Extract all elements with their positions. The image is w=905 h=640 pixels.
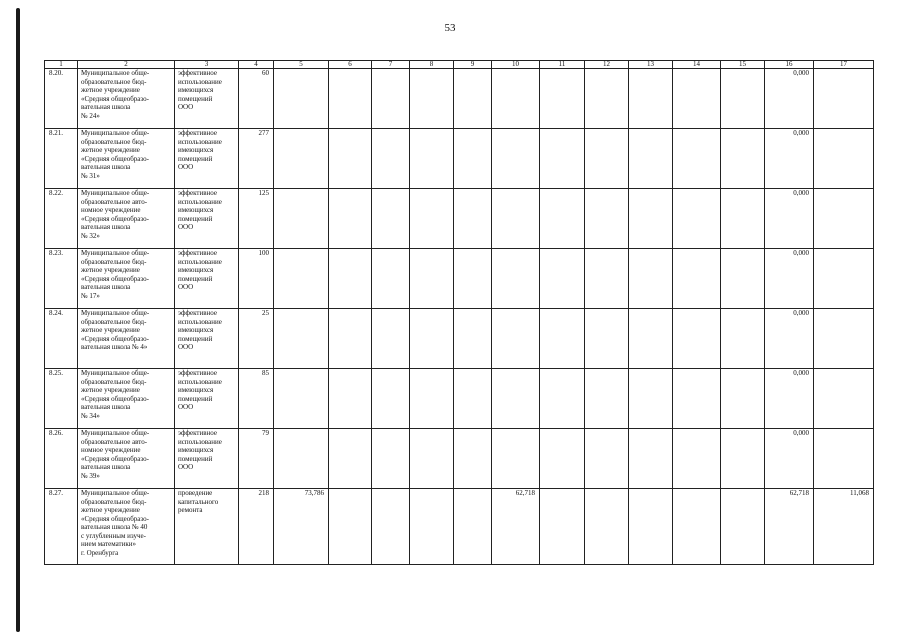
- cell-num: 8.22.: [45, 189, 78, 249]
- cell-name: Муниципальное обще- образовательное бюд- жетное учреждение «Средняя общеобразо- вательная школа № 4»: [78, 309, 175, 369]
- cell-c16: 0,000: [765, 309, 814, 369]
- cell-empty: [454, 369, 492, 429]
- cell-kind: эффективное использование имеющихся помещений ООО: [175, 189, 239, 249]
- cell-name: Муниципальное обще- образовательное авто- номное учреждение «Средняя общеобразо- вательная школа № 39»: [78, 429, 175, 489]
- cell-kind: эффективное использование имеющихся помещений ООО: [175, 369, 239, 429]
- cell-c5: [274, 129, 329, 189]
- column-header: 5: [274, 61, 329, 69]
- cell-empty: [629, 369, 673, 429]
- cell-c16: 0,000: [765, 69, 814, 129]
- column-header: 17: [814, 61, 874, 69]
- cell-empty: [673, 489, 721, 565]
- cell-kind: эффективное использование имеющихся помещений ООО: [175, 129, 239, 189]
- cell-c17: [814, 189, 874, 249]
- cell-empty: [585, 189, 629, 249]
- cell-empty: [673, 249, 721, 309]
- cell-empty: [540, 189, 585, 249]
- cell-c5: 73,786: [274, 489, 329, 565]
- cell-c4: 85: [239, 369, 274, 429]
- cell-empty: [721, 129, 765, 189]
- cell-c17: [814, 129, 874, 189]
- cell-empty: [585, 129, 629, 189]
- cell-kind: проведение капитального ремонта: [175, 489, 239, 565]
- cell-c5: [274, 249, 329, 309]
- cell-empty: [629, 429, 673, 489]
- cell-c17: [814, 369, 874, 429]
- column-header: 6: [329, 61, 372, 69]
- cell-empty: [329, 189, 372, 249]
- column-header: 2: [78, 61, 175, 69]
- column-header: 8: [410, 61, 454, 69]
- cell-empty: [329, 129, 372, 189]
- cell-empty: [329, 369, 372, 429]
- cell-c5: [274, 309, 329, 369]
- column-header: 14: [673, 61, 721, 69]
- cell-num: 8.21.: [45, 129, 78, 189]
- column-header: 4: [239, 61, 274, 69]
- cell-empty: [673, 309, 721, 369]
- page-number: 53: [444, 22, 456, 34]
- cell-c16: 62,718: [765, 489, 814, 565]
- cell-c4: 60: [239, 69, 274, 129]
- cell-empty: [410, 249, 454, 309]
- cell-empty: [454, 489, 492, 565]
- cell-empty: [585, 369, 629, 429]
- table-row: [45, 429, 874, 489]
- cell-empty: [410, 369, 454, 429]
- column-header: 9: [454, 61, 492, 69]
- cell-empty: [329, 69, 372, 129]
- cell-empty: [673, 429, 721, 489]
- cell-c17: [814, 429, 874, 489]
- cell-empty: [454, 129, 492, 189]
- cell-c4: 218: [239, 489, 274, 565]
- cell-empty: [721, 489, 765, 565]
- cell-c16: 0,000: [765, 429, 814, 489]
- cell-num: 8.20.: [45, 69, 78, 129]
- cell-empty: [585, 249, 629, 309]
- cell-empty: [372, 249, 410, 309]
- cell-empty: [721, 369, 765, 429]
- cell-c17: 11,068: [814, 489, 874, 565]
- cell-empty: [372, 489, 410, 565]
- table-row: [45, 69, 874, 129]
- cell-empty: [721, 309, 765, 369]
- table-row: [45, 129, 874, 189]
- table-row: [45, 189, 874, 249]
- cell-empty: [372, 309, 410, 369]
- cell-c4: 125: [239, 189, 274, 249]
- cell-c10: [492, 429, 540, 489]
- cell-num: 8.26.: [45, 429, 78, 489]
- cell-empty: [329, 489, 372, 565]
- cell-empty: [673, 369, 721, 429]
- cell-empty: [372, 129, 410, 189]
- cell-empty: [629, 69, 673, 129]
- cell-kind: эффективное использование имеющихся помещений ООО: [175, 309, 239, 369]
- cell-name: Муниципальное обще- образовательное бюд- жетное учреждение «Средняя общеобразо- вательная школа № 17»: [78, 249, 175, 309]
- cell-empty: [540, 369, 585, 429]
- cell-c10: [492, 189, 540, 249]
- cell-num: 8.23.: [45, 249, 78, 309]
- cell-empty: [329, 429, 372, 489]
- cell-kind: эффективное использование имеющихся помещений ООО: [175, 249, 239, 309]
- cell-c10: [492, 309, 540, 369]
- cell-c17: [814, 249, 874, 309]
- cell-empty: [673, 69, 721, 129]
- cell-c10: 62,718: [492, 489, 540, 565]
- cell-empty: [673, 189, 721, 249]
- cell-empty: [410, 309, 454, 369]
- cell-c4: 25: [239, 309, 274, 369]
- table-row: [45, 369, 874, 429]
- cell-empty: [721, 429, 765, 489]
- cell-empty: [372, 369, 410, 429]
- cell-c5: [274, 429, 329, 489]
- cell-empty: [329, 249, 372, 309]
- cell-empty: [585, 429, 629, 489]
- column-header: 10: [492, 61, 540, 69]
- cell-c16: 0,000: [765, 369, 814, 429]
- cell-empty: [721, 69, 765, 129]
- column-header: 11: [540, 61, 585, 69]
- cell-empty: [454, 309, 492, 369]
- table-row: [45, 489, 874, 565]
- column-header: 16: [765, 61, 814, 69]
- cell-kind: эффективное использование имеющихся помещений ООО: [175, 69, 239, 129]
- cell-empty: [372, 189, 410, 249]
- page-edge-bar: [16, 8, 20, 632]
- cell-c10: [492, 369, 540, 429]
- cell-empty: [629, 309, 673, 369]
- table-row: [45, 309, 874, 369]
- cell-empty: [629, 249, 673, 309]
- cell-name: Муниципальное обще- образовательное бюд- жетное учреждение «Средняя общеобразо- вательная школа № 31»: [78, 129, 175, 189]
- cell-c5: [274, 69, 329, 129]
- cell-empty: [454, 429, 492, 489]
- cell-empty: [540, 249, 585, 309]
- column-header: 3: [175, 61, 239, 69]
- cell-empty: [721, 249, 765, 309]
- data-table: [44, 60, 874, 565]
- cell-empty: [410, 189, 454, 249]
- cell-c16: 0,000: [765, 189, 814, 249]
- cell-empty: [454, 189, 492, 249]
- cell-empty: [454, 249, 492, 309]
- table-header-row: [45, 61, 874, 69]
- cell-name: Муниципальное обще- образовательное бюд- жетное учреждение «Средняя общеобразо- вательная школа № 40 с углубленным изуче- нием математики» г. Оренбурга: [78, 489, 175, 565]
- column-header: 15: [721, 61, 765, 69]
- cell-empty: [721, 189, 765, 249]
- cell-c17: [814, 309, 874, 369]
- column-header: 13: [629, 61, 673, 69]
- cell-empty: [410, 429, 454, 489]
- cell-empty: [585, 489, 629, 565]
- cell-empty: [585, 309, 629, 369]
- cell-name: Муниципальное обще- образовательное бюд- жетное учреждение «Средняя общеобразо- вательная школа № 34»: [78, 369, 175, 429]
- cell-empty: [372, 69, 410, 129]
- cell-c4: 277: [239, 129, 274, 189]
- cell-c10: [492, 69, 540, 129]
- cell-c5: [274, 369, 329, 429]
- cell-empty: [540, 129, 585, 189]
- cell-empty: [372, 429, 410, 489]
- cell-empty: [454, 69, 492, 129]
- cell-num: 8.24.: [45, 309, 78, 369]
- column-header: 7: [372, 61, 410, 69]
- cell-empty: [629, 489, 673, 565]
- cell-empty: [629, 189, 673, 249]
- cell-empty: [410, 69, 454, 129]
- cell-c16: 0,000: [765, 129, 814, 189]
- column-header: 1: [45, 61, 78, 69]
- cell-kind: эффективное использование имеющихся помещений ООО: [175, 429, 239, 489]
- cell-num: 8.25.: [45, 369, 78, 429]
- table-body: [45, 69, 874, 565]
- cell-name: Муниципальное обще- образовательное бюд- жетное учреждение «Средняя общеобразо- вательная школа № 24»: [78, 69, 175, 129]
- cell-c4: 100: [239, 249, 274, 309]
- cell-empty: [540, 429, 585, 489]
- cell-num: 8.27.: [45, 489, 78, 565]
- column-header: 12: [585, 61, 629, 69]
- cell-empty: [540, 489, 585, 565]
- cell-empty: [540, 69, 585, 129]
- cell-c16: 0,000: [765, 249, 814, 309]
- cell-empty: [629, 129, 673, 189]
- cell-empty: [410, 489, 454, 565]
- cell-c10: [492, 129, 540, 189]
- cell-empty: [329, 309, 372, 369]
- table-row: [45, 249, 874, 309]
- cell-empty: [540, 309, 585, 369]
- cell-empty: [410, 129, 454, 189]
- cell-c10: [492, 249, 540, 309]
- cell-empty: [673, 129, 721, 189]
- cell-c4: 79: [239, 429, 274, 489]
- cell-name: Муниципальное обще- образовательное авто- номное учреждение «Средняя общеобразо- вательная школа № 32»: [78, 189, 175, 249]
- cell-c17: [814, 69, 874, 129]
- cell-c5: [274, 189, 329, 249]
- cell-empty: [585, 69, 629, 129]
